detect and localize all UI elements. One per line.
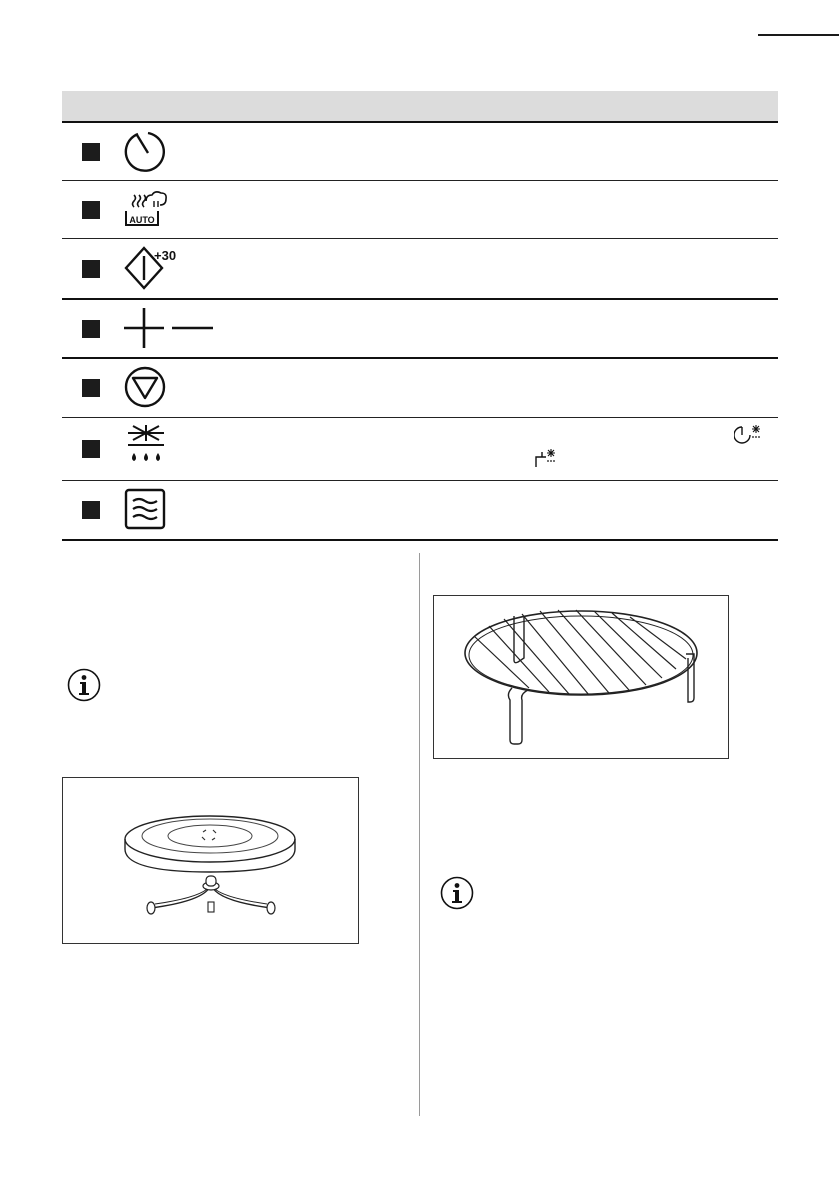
table-row: [62, 123, 778, 181]
timer-icon: [124, 129, 166, 173]
row-marker: [82, 260, 100, 278]
wire-rack-figure: [433, 595, 729, 759]
table-row: [62, 181, 778, 239]
plus-30-label: +30: [154, 248, 177, 263]
top-right-rule: [758, 34, 839, 36]
stop-icon: [124, 366, 166, 408]
row-marker: [82, 201, 100, 219]
table-header: [62, 91, 778, 123]
defrost-icon: [124, 423, 168, 471]
table-row: [62, 239, 778, 300]
microwave-icon: [124, 487, 166, 531]
row-marker: [82, 440, 100, 458]
row-marker: [82, 143, 100, 161]
row-marker: [82, 379, 100, 397]
info-icon: [440, 876, 474, 910]
turntable-drawing: [63, 778, 358, 943]
start-plus-30-icon: [124, 244, 194, 292]
wire-rack-drawing: [434, 596, 728, 758]
column-divider: [419, 553, 420, 1116]
row-marker: [82, 501, 100, 519]
table-row: [62, 300, 778, 359]
control-panel-table: [62, 91, 778, 541]
row-marker: [82, 320, 100, 338]
table-row: [62, 418, 778, 481]
info-icon: [67, 668, 101, 702]
plus-minus-icon: [124, 306, 216, 350]
auto-label: AUTO: [129, 215, 155, 225]
defrost-by-weight-icon: [534, 447, 560, 471]
defrost-by-time-icon: [734, 423, 766, 447]
table-row: [62, 359, 778, 418]
auto-cook-icon: [124, 187, 168, 231]
turntable-figure: [62, 777, 359, 944]
table-row: [62, 481, 778, 541]
